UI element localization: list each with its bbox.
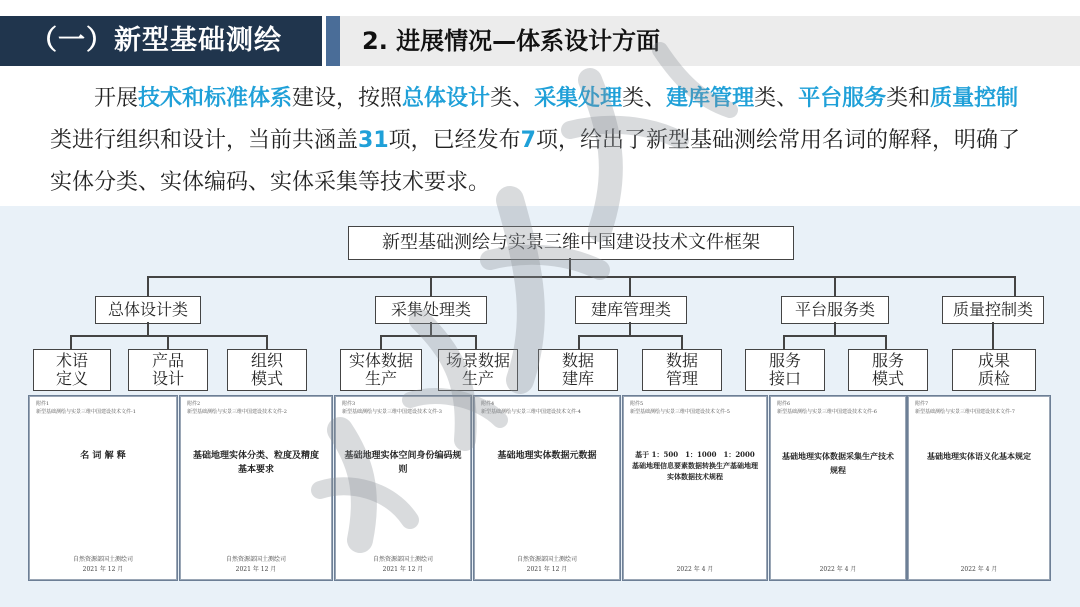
text-span: 类、 — [754, 86, 799, 111]
leaf-entity-data-production — [340, 349, 422, 391]
connector — [475, 335, 477, 349]
leaf-scene-data-production — [438, 349, 518, 391]
leaf-label: 管理 — [665, 369, 698, 388]
text-span: 类进行组织和设计，当前共涵盖 — [50, 128, 359, 153]
doc-date: 2021 年 12 月 — [235, 566, 277, 573]
doc-number: 附件6 — [777, 401, 791, 407]
text-span: 类、 — [490, 86, 535, 111]
leaf-label: 场景数据 — [445, 351, 510, 370]
connector — [834, 322, 836, 335]
doc-date: 2022 年 4 月 — [819, 566, 857, 573]
leaf-label: 组织 — [250, 351, 283, 370]
section-title: （一）新型基础测绘 — [30, 25, 282, 56]
connector — [681, 335, 683, 349]
category-platform-service: 平台服务类 — [781, 296, 889, 324]
highlight-span: 7 — [520, 128, 536, 153]
leaf-label: 服务 — [871, 351, 904, 370]
doc-title: 基础地理实体分类、粒度及精度基本要求 — [192, 451, 319, 475]
category-overall-design: 总体设计类 — [95, 296, 201, 324]
doc-date: 2022 年 4 月 — [676, 566, 714, 573]
leaf-label: 质检 — [977, 369, 1010, 388]
text-span: 类、 — [622, 86, 667, 111]
category-quality-control: 质量控制类 — [942, 296, 1044, 324]
category-database-management: 建库管理类 — [575, 296, 687, 324]
doc-date: 2022 年 4 月 — [960, 566, 998, 573]
document-thumbnail-6 — [770, 396, 906, 580]
header-accent-bar — [326, 16, 340, 66]
subtitle: 2. 进展情况—体系设计方面 — [362, 27, 661, 55]
leaf-label: 接口 — [768, 369, 801, 388]
leaf-service-interface — [745, 349, 825, 391]
doc-date: 2021 年 12 月 — [382, 566, 424, 573]
intro-paragraph — [50, 78, 1040, 204]
connector — [147, 276, 149, 296]
leaf-label: 数据 — [665, 351, 698, 370]
connector — [266, 335, 268, 349]
connector — [147, 322, 149, 335]
connector — [885, 335, 887, 349]
leaf-data-management — [642, 349, 722, 391]
leaf-label: 模式 — [871, 369, 904, 388]
leaf-label: 生产 — [364, 369, 397, 388]
connector — [167, 335, 169, 349]
highlight-span: 总体设计 — [402, 86, 491, 111]
connector — [70, 335, 72, 349]
doc-date: 2021 年 12 月 — [82, 566, 124, 573]
connector — [569, 258, 571, 276]
doc-series: 新型基础测绘与实景三维中国建设技术文件-7 — [915, 409, 1015, 415]
framework-root: 新型基础测绘与实景三维中国建设技术文件框架 — [348, 226, 794, 260]
leaf-label: 实体数据 — [348, 351, 413, 370]
section-title-bar — [0, 16, 322, 66]
connector — [992, 322, 994, 349]
document-thumbnail-3 — [335, 396, 471, 580]
doc-organization: 自然资源部国土测绘司 — [372, 556, 433, 563]
doc-title: 基础地理实体语义化基本规定 — [927, 451, 1031, 461]
highlight-span: 技术和标准体系 — [138, 86, 293, 111]
connector — [783, 335, 887, 337]
leaf-terminology — [33, 349, 111, 391]
connector — [430, 322, 432, 335]
text-span: 项，已经发布 — [388, 128, 521, 153]
doc-date: 2021 年 12 月 — [526, 566, 568, 573]
connector — [629, 322, 631, 335]
leaf-label: 成果 — [977, 351, 1010, 370]
doc-number: 附件7 — [915, 401, 929, 407]
connector — [380, 335, 477, 337]
document-thumbnail-7 — [908, 396, 1050, 580]
connector — [430, 276, 432, 296]
highlight-span: 采集处理 — [534, 86, 623, 111]
leaf-label: 生产 — [461, 369, 494, 388]
doc-number: 附件4 — [481, 401, 495, 407]
connector — [629, 276, 631, 296]
doc-title: 基础地理实体空间身份编码规则 — [344, 451, 462, 475]
doc-number: 附件2 — [187, 401, 201, 407]
document-thumbnail-1 — [29, 396, 177, 580]
text-span: 建设，按照 — [292, 86, 403, 111]
leaf-label: 定义 — [55, 369, 88, 388]
doc-organization: 自然资源部国土测绘司 — [516, 556, 577, 563]
document-thumbnail-5 — [623, 396, 767, 580]
doc-number: 附件3 — [342, 401, 356, 407]
doc-series: 新型基础测绘与实景三维中国建设技术文件-3 — [342, 409, 442, 415]
doc-title: 基础地理实体数据采集生产技术规程 — [782, 451, 894, 475]
leaf-label: 数据 — [561, 351, 594, 370]
leaf-label: 产品 — [151, 351, 184, 370]
leaf-data-warehousing — [538, 349, 618, 391]
leaf-label: 设计 — [151, 369, 184, 388]
doc-organization: 自然资源部国土测绘司 — [72, 556, 133, 563]
text-span: 项，给出了新型基础测绘常用名词的解释，明确了实体分类、实体编码、实体采集等技术要求。 — [50, 128, 1020, 195]
connector — [578, 335, 683, 337]
doc-number: 附件5 — [630, 401, 644, 407]
highlight-span: 31 — [358, 128, 389, 153]
doc-title: 基于 1：500 1：1000 1：2000 基础地理信息要素数据转换生产基础地理实体数据技术规程 — [632, 450, 758, 481]
leaf-label: 服务 — [768, 351, 801, 370]
leaf-product-design — [128, 349, 208, 391]
doc-organization: 自然资源部国土测绘司 — [225, 556, 286, 563]
connector — [578, 335, 580, 349]
leaf-label: 模式 — [250, 369, 283, 388]
doc-title: 名 词 解 释 — [80, 451, 126, 461]
document-thumbnail-2 — [180, 396, 332, 580]
doc-number: 附件1 — [36, 401, 50, 407]
highlight-span: 质量控制 — [930, 86, 1019, 111]
document-thumbnail-4 — [474, 396, 620, 580]
doc-series: 新型基础测绘与实景三维中国建设技术文件-1 — [36, 409, 136, 415]
connector — [1014, 276, 1016, 296]
doc-series: 新型基础测绘与实景三维中国建设技术文件-4 — [481, 409, 581, 415]
highlight-span: 平台服务 — [798, 86, 887, 111]
highlight-span: 建库管理 — [666, 86, 755, 111]
subtitle-bar — [340, 16, 1080, 66]
doc-series: 新型基础测绘与实景三维中国建设技术文件-5 — [630, 409, 730, 415]
connector — [834, 276, 836, 296]
connector — [783, 335, 785, 349]
doc-series: 新型基础测绘与实景三维中国建设技术文件-6 — [777, 409, 877, 415]
doc-series: 新型基础测绘与实景三维中国建设技术文件-2 — [187, 409, 287, 415]
leaf-service-mode — [848, 349, 928, 391]
text-span: 开展 — [94, 86, 139, 111]
connector — [147, 276, 1015, 278]
leaf-label: 建库 — [561, 369, 594, 388]
leaf-organization-mode — [227, 349, 307, 391]
leaf-result-inspection — [952, 349, 1036, 391]
text-span: 类和 — [886, 86, 931, 111]
connector — [380, 335, 382, 349]
doc-title: 基础地理实体数据元数据 — [497, 451, 597, 461]
leaf-label: 术语 — [55, 351, 88, 370]
category-collection-processing: 采集处理类 — [375, 296, 487, 324]
connector — [70, 335, 268, 337]
